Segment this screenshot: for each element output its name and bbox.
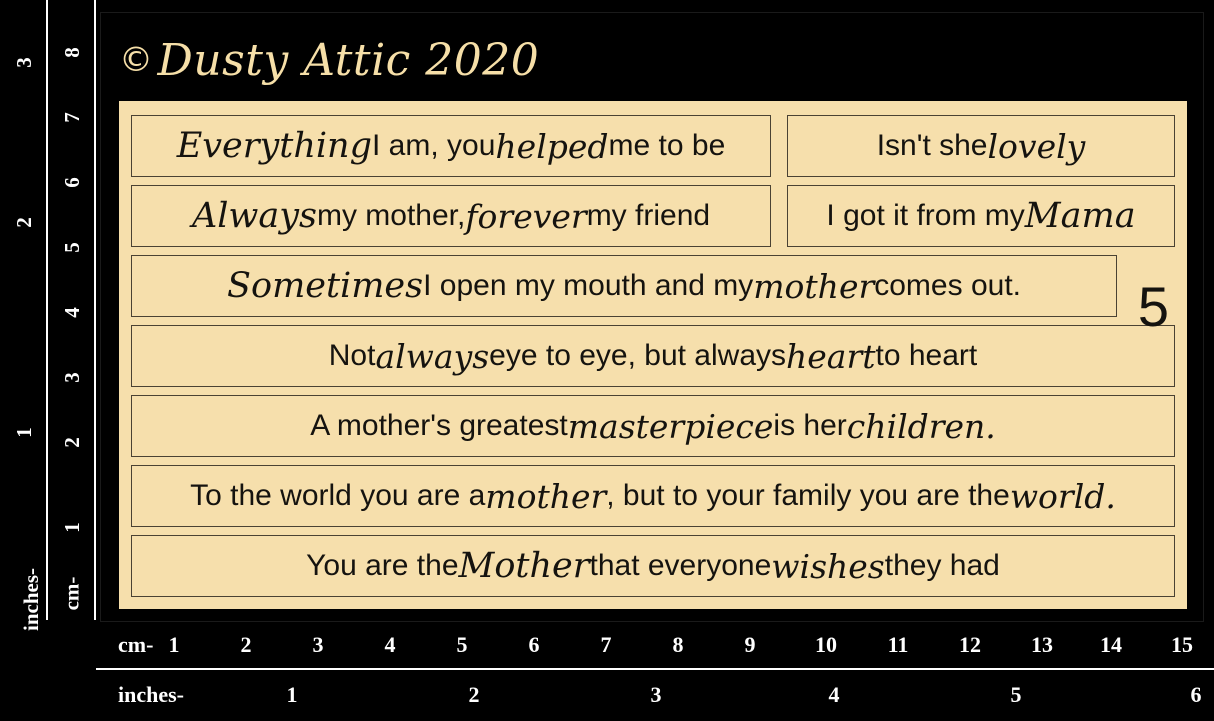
- ruler-bottom-cm-tick: 1: [168, 632, 180, 657]
- ruler-bottom-inch-tick: 2: [468, 682, 480, 707]
- chipboard-piece: You are the Mother that everyone wishes they had: [131, 535, 1175, 597]
- ruler-bottom-cm-tick: 4: [384, 632, 396, 657]
- chipboard-sheet: [119, 101, 1187, 609]
- ruler-bottom-inch-tick: 5: [1010, 682, 1022, 707]
- ruler-bottom-inches-row: [96, 670, 1214, 720]
- ruler-bottom-cm-tick: 5: [456, 632, 468, 657]
- copyright-icon: ©: [119, 40, 154, 80]
- ruler-left-cm-tick: 3: [59, 372, 84, 383]
- ruler-left-cm-tick: 8: [59, 47, 84, 58]
- ruler-bottom-cm-tick: 15: [1171, 632, 1193, 657]
- ruler-bottom-cm-tick: 8: [672, 632, 684, 657]
- ruler-bottom-cm-tick: 11: [887, 632, 909, 657]
- brand-watermark: [119, 35, 539, 86]
- ruler-left-inches-label: inches-: [19, 568, 43, 631]
- chipboard-piece: Not always eye to eye, but always heart to heart: [131, 325, 1175, 387]
- ruler-left-inch-tick: 1: [11, 427, 36, 438]
- ruler-bottom-inches-label: inches-: [118, 682, 184, 707]
- ruler-bottom-cm-tick: 2: [240, 632, 252, 657]
- ruler-bottom-cm-tick: 13: [1031, 632, 1053, 657]
- chipboard-piece: Sometimes I open my mouth and my mother comes out.: [131, 255, 1117, 317]
- ruler-left-cm-tick: 2: [59, 437, 84, 448]
- ruler-bottom-cm-tick: 10: [815, 632, 837, 657]
- chipboard-piece: A mother's greatest masterpiece is her children.: [131, 395, 1175, 457]
- ruler-bottom-cm-tick: 3: [312, 632, 324, 657]
- ruler-bottom-cm-tick: 6: [528, 632, 540, 657]
- ruler-left-cm-label: cm-: [59, 576, 84, 611]
- ruler-left-cm-tick: 7: [59, 112, 84, 123]
- ruler-bottom-cm-tick: 7: [600, 632, 612, 657]
- ruler-bottom: [96, 620, 1214, 721]
- chipboard-piece: Always my mother, forever my friend: [131, 185, 771, 247]
- chipboard-piece: I got it from my Mama: [787, 185, 1175, 247]
- ruler-bottom-inch-tick: 4: [828, 682, 840, 707]
- chipboard-piece: Everything I am, you helped me to be: [131, 115, 771, 177]
- ruler-left-inch-tick: 3: [11, 57, 36, 68]
- ruler-left-inches-column: [0, 0, 48, 631]
- ruler-bottom-cm-tick: 9: [744, 632, 756, 657]
- ruler-bottom-cm-label: cm-: [118, 632, 154, 657]
- ruler-bottom-inch-tick: 1: [286, 682, 298, 707]
- chipboard-piece: To the world you are a mother , but to your family you are the world.: [131, 465, 1175, 527]
- ruler-left-cm-column: [48, 0, 96, 620]
- ruler-left-cm-tick: 6: [59, 177, 84, 188]
- ruler-left-cm-tick: 4: [59, 307, 84, 318]
- chipboard-piece: Isn't she lovely: [787, 115, 1175, 177]
- ruler-bottom-cm-tick: 12: [959, 632, 981, 657]
- ruler-bottom-inch-tick: 3: [650, 682, 662, 707]
- ruler-bottom-cm-row: [96, 620, 1214, 670]
- brand-name: Dusty Attic 2020: [157, 35, 540, 86]
- ruler-left: [0, 0, 96, 631]
- ruler-bottom-cm-tick: 14: [1100, 632, 1122, 657]
- ruler-bottom-inch-tick: 6: [1190, 682, 1202, 707]
- product-panel: [100, 12, 1204, 622]
- ruler-left-inch-tick: 2: [11, 217, 36, 228]
- sheet-number: 5: [1137, 275, 1169, 338]
- ruler-left-cm-tick: 5: [59, 242, 84, 253]
- ruler-left-cm-tick: 1: [59, 522, 84, 533]
